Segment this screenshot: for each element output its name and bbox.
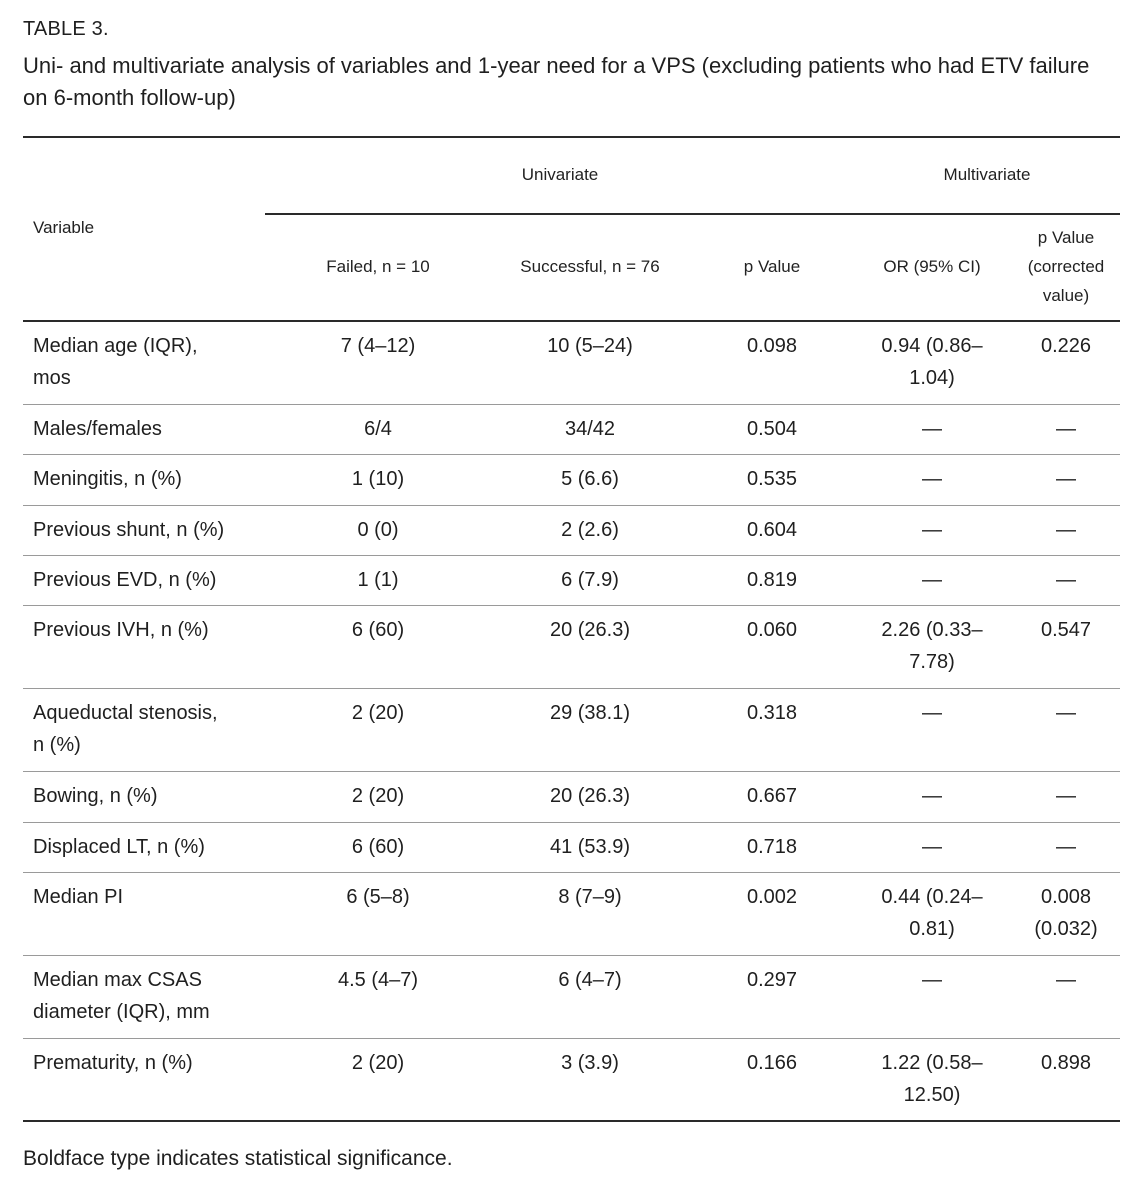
row-divider — [23, 1038, 1120, 1039]
column-header-successful: Successful, n = 76 — [520, 257, 660, 276]
row-successful-value: 6 (7.9) — [561, 569, 619, 591]
row-p-corrected-line: 0.226 — [1040, 335, 1092, 357]
row-p-corrected-value — [1010, 564, 1122, 596]
row-or-ci-line: 1.22 (0.58– — [881, 1052, 983, 1074]
row-or-ci-line: 0.94 (0.86– — [881, 335, 983, 357]
row-or-ci-value — [852, 564, 1012, 596]
row-p-value: 0.002 — [746, 886, 798, 908]
row-p-corrected-line: — — [1056, 969, 1076, 991]
row-divider — [23, 555, 1120, 556]
row-p-corrected-value — [1010, 831, 1122, 863]
row-divider — [23, 771, 1120, 772]
row-or-ci-line: — — [922, 702, 942, 724]
row-p-value: 0.819 — [746, 569, 798, 591]
row-divider — [23, 404, 1120, 405]
column-header-p-value: p Value — [743, 257, 801, 276]
row-failed-value: 2 (20) — [351, 785, 405, 807]
row-divider — [23, 688, 1120, 689]
row-p-corrected-line: — — [1056, 468, 1076, 490]
row-failed-value: 6 (60) — [351, 619, 405, 641]
table-label: TABLE 3. — [23, 18, 109, 40]
column-header-p-corrected-line2: (corrected — [1027, 257, 1105, 276]
table-caption: Uni- and multivariate analysis of variables and 1-year need for a VPS (excluding patients who had ETV failure on 6-month follow-up) — [23, 53, 1090, 110]
row-successful-value: 41 (53.9) — [549, 836, 631, 858]
row-or-ci-value — [852, 964, 1012, 996]
row-variable — [33, 697, 258, 761]
row-variable — [33, 831, 258, 863]
row-variable — [33, 964, 258, 1028]
row-successful-value: 20 (26.3) — [549, 785, 631, 807]
row-p-corrected-line: 0.008 — [1040, 886, 1092, 908]
row-variable-line: Median PI — [33, 886, 124, 908]
row-failed-value: 2 (20) — [351, 702, 405, 724]
table-bottom-rule — [23, 1120, 1120, 1122]
row-failed-value: 7 (4–12) — [340, 335, 416, 357]
row-or-ci-line: 0.81) — [909, 918, 955, 940]
row-or-ci-line: — — [922, 836, 942, 858]
row-divider — [23, 454, 1120, 455]
row-or-ci-value — [852, 514, 1012, 546]
table-top-rule — [23, 136, 1120, 138]
row-p-corrected-value — [1010, 697, 1122, 729]
row-or-ci-line: 1.04) — [909, 367, 955, 389]
row-p-value: 0.166 — [746, 1052, 798, 1074]
column-header-failed: Failed, n = 10 — [326, 257, 430, 276]
row-variable — [33, 564, 258, 596]
row-variable-line: Previous shunt, n (%) — [33, 519, 225, 541]
table-footnote: Boldface type indicates statistical significance. — [23, 1147, 453, 1170]
row-or-ci-value — [852, 697, 1012, 729]
row-p-value: 0.297 — [746, 969, 798, 991]
row-variable-line: Aqueductal stenosis, — [33, 702, 218, 724]
row-or-ci-line: — — [922, 519, 942, 541]
row-p-value: 0.667 — [746, 785, 798, 807]
row-or-ci-line: — — [922, 418, 942, 440]
row-p-corrected-value — [1010, 1047, 1122, 1079]
row-variable — [33, 780, 258, 812]
group-header-univariate: Univariate — [521, 165, 599, 184]
row-p-value: 0.060 — [746, 619, 798, 641]
row-or-ci-line: — — [922, 468, 942, 490]
row-failed-value: 0 (0) — [357, 519, 399, 541]
row-successful-value: 20 (26.3) — [549, 619, 631, 641]
row-failed-value: 2 (20) — [351, 1052, 405, 1074]
group-header-multivariate: Multivariate — [943, 165, 1031, 184]
row-or-ci-line: 7.78) — [909, 651, 955, 673]
row-divider — [23, 605, 1120, 606]
row-p-corrected-line: (0.032) — [1034, 918, 1098, 940]
row-or-ci-line: — — [922, 569, 942, 591]
row-p-corrected-value — [1010, 330, 1122, 362]
column-header-p-corrected-line1: p Value — [1037, 228, 1095, 247]
row-p-corrected-line: — — [1056, 569, 1076, 591]
row-divider — [23, 955, 1120, 956]
row-or-ci-value — [852, 881, 1012, 945]
row-p-corrected-value — [1010, 514, 1122, 546]
row-p-value: 0.318 — [746, 702, 798, 724]
row-or-ci-line: — — [922, 785, 942, 807]
row-or-ci-value — [852, 780, 1012, 812]
row-successful-value: 8 (7–9) — [558, 886, 622, 908]
row-variable — [33, 463, 258, 495]
column-header-or-ci: OR (95% CI) — [883, 257, 981, 276]
row-p-corrected-value — [1010, 614, 1122, 646]
row-or-ci-value — [852, 330, 1012, 394]
row-variable — [33, 1047, 258, 1079]
row-successful-value: 5 (6.6) — [561, 468, 619, 490]
row-or-ci-line: 2.26 (0.33– — [881, 619, 983, 641]
row-variable-line: Displaced LT, n (%) — [33, 836, 205, 858]
row-failed-value: 6/4 — [364, 418, 392, 440]
row-variable-line: Males/females — [33, 418, 162, 440]
row-p-corrected-line: — — [1056, 785, 1076, 807]
row-variable — [33, 881, 258, 913]
row-p-value: 0.098 — [746, 335, 798, 357]
column-header-p-corrected-line3: value) — [1042, 286, 1090, 305]
row-variable-line: Previous EVD, n (%) — [33, 569, 217, 591]
row-p-value: 0.718 — [746, 836, 798, 858]
row-failed-value: 1 (10) — [351, 468, 405, 490]
row-failed-value: 6 (60) — [351, 836, 405, 858]
row-p-value: 0.535 — [746, 468, 798, 490]
row-p-corrected-line: — — [1056, 836, 1076, 858]
row-successful-value: 29 (38.1) — [549, 702, 631, 724]
row-or-ci-value — [852, 463, 1012, 495]
row-variable-line: Previous IVH, n (%) — [33, 619, 209, 641]
row-or-ci-value — [852, 831, 1012, 863]
row-variable — [33, 514, 258, 546]
row-p-corrected-value — [1010, 463, 1122, 495]
row-p-corrected-line: 0.898 — [1040, 1052, 1092, 1074]
row-divider — [23, 505, 1120, 506]
row-p-corrected-value — [1010, 413, 1122, 445]
row-p-value: 0.604 — [746, 519, 798, 541]
row-successful-value: 2 (2.6) — [561, 519, 619, 541]
header-bottom-rule — [23, 320, 1120, 322]
row-p-corrected-line: — — [1056, 519, 1076, 541]
row-failed-value: 6 (5–8) — [346, 886, 410, 908]
row-p-corrected-line: — — [1056, 702, 1076, 724]
row-variable — [33, 614, 258, 646]
row-variable-line: Meningitis, n (%) — [33, 468, 182, 490]
row-failed-value: 4.5 (4–7) — [337, 969, 419, 991]
row-or-ci-line: 12.50) — [903, 1084, 961, 1106]
row-or-ci-value — [852, 614, 1012, 678]
column-header-variable: Variable — [33, 218, 95, 237]
row-divider — [23, 872, 1120, 873]
row-variable-line: Bowing, n (%) — [33, 785, 158, 807]
row-variable-line: n (%) — [33, 734, 81, 756]
row-or-ci-line: — — [922, 969, 942, 991]
row-p-corrected-line: — — [1056, 418, 1076, 440]
row-divider — [23, 822, 1120, 823]
column-header-p-corrected — [1010, 223, 1122, 310]
row-or-ci-value — [852, 413, 1012, 445]
row-successful-value: 6 (4–7) — [558, 969, 622, 991]
row-variable — [33, 413, 258, 445]
row-p-corrected-line: 0.547 — [1040, 619, 1092, 641]
row-or-ci-value — [852, 1047, 1012, 1111]
row-p-corrected-value — [1010, 881, 1122, 945]
row-successful-value: 3 (3.9) — [561, 1052, 619, 1074]
row-failed-value: 1 (1) — [357, 569, 399, 591]
row-variable-line: diameter (IQR), mm — [33, 1001, 210, 1023]
row-p-corrected-value — [1010, 780, 1122, 812]
row-variable-line: Median max CSAS — [33, 969, 202, 991]
row-variable-line: Prematurity, n (%) — [33, 1052, 193, 1074]
row-p-corrected-value — [1010, 964, 1122, 996]
row-variable — [33, 330, 258, 394]
row-variable-line: Median age (IQR), — [33, 335, 198, 357]
row-variable-line: mos — [33, 367, 71, 389]
row-p-value: 0.504 — [746, 418, 798, 440]
row-or-ci-line: 0.44 (0.24– — [881, 886, 983, 908]
row-successful-value: 10 (5–24) — [547, 335, 633, 357]
row-successful-value: 34/42 — [564, 418, 616, 440]
group-header-rule — [265, 213, 1120, 215]
